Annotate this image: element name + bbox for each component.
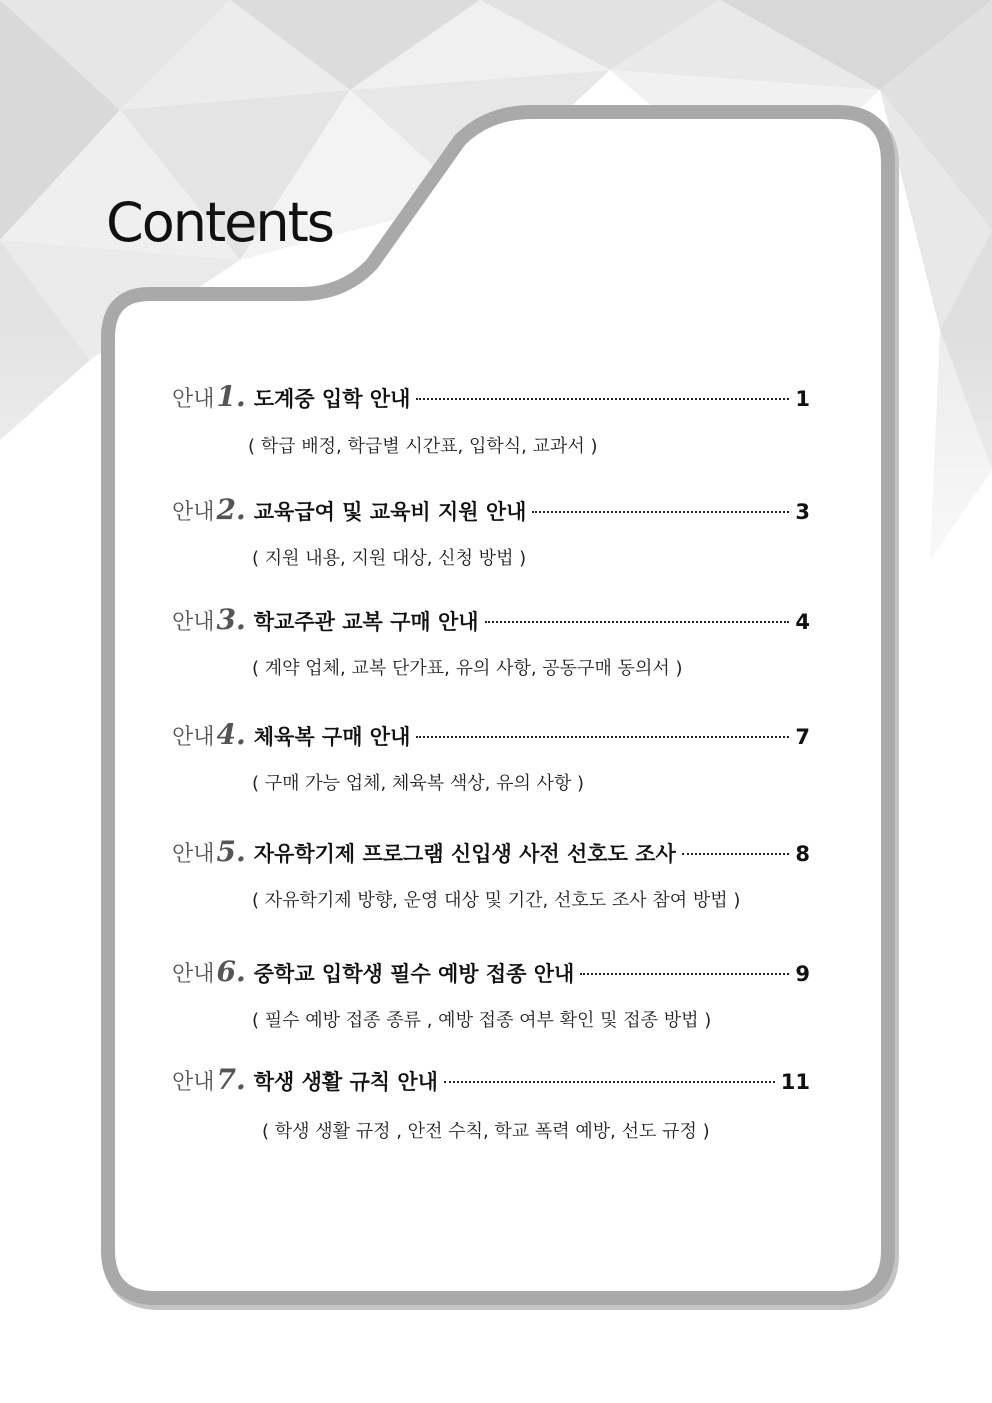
entry-detail: ( 학급 배정, 학급별 시간표, 입학식, 교과서 ) <box>248 436 598 457</box>
entry-page-number: 4 <box>795 610 810 634</box>
entry-title: 체육복 구매 안내 <box>253 725 411 749</box>
entry-prefix: 안내 <box>172 725 215 750</box>
toc-entry-1[interactable] <box>172 380 810 413</box>
entry-number: 4. <box>216 718 246 751</box>
dot-leader <box>682 853 790 855</box>
entry-title: 교육급여 및 교육비 지원 안내 <box>253 500 527 524</box>
entry-detail: ( 필수 예방 접종 종류 , 예방 접종 여부 확인 및 접종 방법 ) <box>252 1010 712 1031</box>
entry-page-number: 9 <box>795 962 810 986</box>
entry-title: 중학교 입학생 필수 예방 접종 안내 <box>253 962 575 986</box>
dot-leader <box>444 1081 775 1083</box>
entry-title: 도계중 입학 안내 <box>253 387 411 411</box>
entry-title: 학생 생활 규칙 안내 <box>253 1070 438 1094</box>
toc-entry-3[interactable] <box>172 603 810 636</box>
entry-page-number: 1 <box>795 387 810 411</box>
entry-title: 자유학기제 프로그램 신입생 사전 선호도 조사 <box>253 842 676 866</box>
entry-detail: ( 지원 내용, 지원 대상, 신청 방법 ) <box>252 548 527 569</box>
entry-number: 1. <box>216 380 246 413</box>
toc-entry-7[interactable] <box>172 1063 810 1096</box>
entry-detail: ( 구매 가능 업체, 체육복 색상, 유의 사항 ) <box>252 773 585 794</box>
entry-number: 7. <box>216 1063 246 1096</box>
toc-entry-4[interactable] <box>172 718 810 751</box>
toc-entry-5[interactable] <box>172 835 810 868</box>
entry-prefix: 안내 <box>172 842 215 867</box>
entry-page-number: 11 <box>780 1070 810 1094</box>
dot-leader <box>532 511 789 513</box>
dot-leader <box>416 736 789 738</box>
entry-number: 2. <box>216 493 246 526</box>
dot-leader <box>416 398 789 400</box>
entry-prefix: 안내 <box>172 962 215 987</box>
entry-number: 5. <box>216 835 246 868</box>
entry-prefix: 안내 <box>172 387 215 412</box>
entry-number: 3. <box>216 603 246 636</box>
entry-page-number: 7 <box>795 725 810 749</box>
entry-detail: ( 계약 업체, 교복 단가표, 유의 사항, 공동구매 동의서 ) <box>252 658 683 679</box>
entry-page-number: 3 <box>795 500 810 524</box>
entry-number: 6. <box>216 955 246 988</box>
toc-entry-2[interactable] <box>172 493 810 526</box>
contents-title: Contents <box>106 191 333 254</box>
dot-leader <box>485 621 790 623</box>
dot-leader <box>580 973 789 975</box>
entry-prefix: 안내 <box>172 500 215 525</box>
entry-prefix: 안내 <box>172 610 215 635</box>
entry-page-number: 8 <box>795 842 810 866</box>
entry-detail: ( 학생 생활 규정 , 안전 수칙, 학교 폭력 예방, 선도 규정 ) <box>262 1121 710 1142</box>
entry-detail: ( 자유학기제 방향, 운영 대상 및 기간, 선호도 조사 참여 방법 ) <box>252 890 741 911</box>
entry-prefix: 안내 <box>172 1070 215 1095</box>
entry-title: 학교주관 교복 구매 안내 <box>253 610 479 634</box>
toc-entry-6[interactable] <box>172 955 810 988</box>
